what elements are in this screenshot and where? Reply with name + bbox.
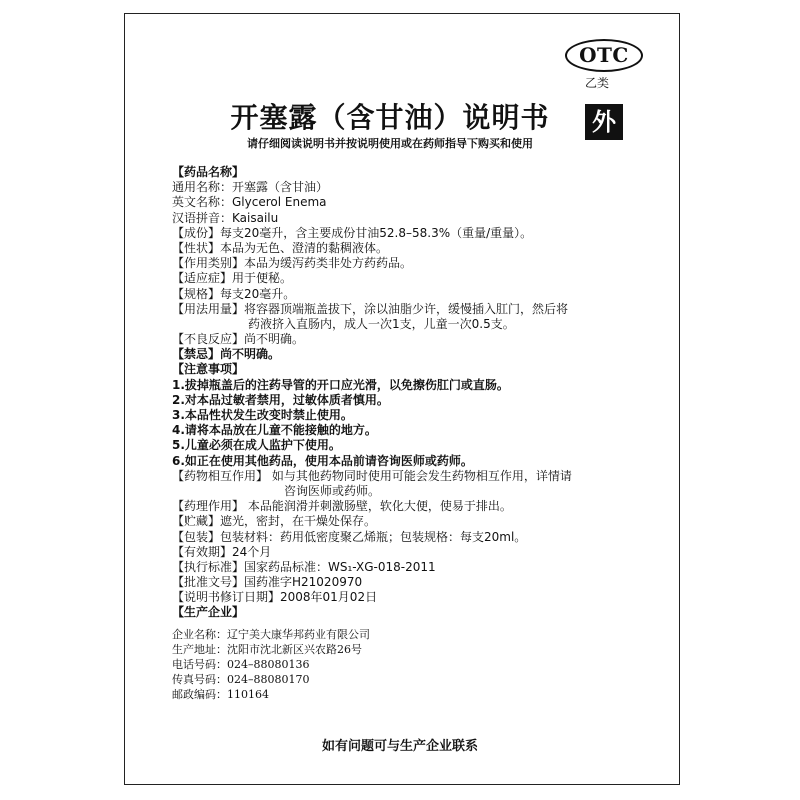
company-name: 企业名称：辽宁美大康华邦药业有限公司	[172, 627, 370, 641]
company-address: 生产地址：沈阳市沈北新区兴农路26号	[172, 642, 362, 656]
otc-badge: OTC	[565, 39, 643, 72]
adverse-reactions: 【不良反应】尚不明确。	[172, 332, 305, 347]
precautions-heading: 【注意事项】	[172, 362, 245, 377]
drug-name-heading: 【药品名称】	[172, 165, 245, 179]
precaution-item: 2.对本品过敏者禁用，过敏体质者慎用。	[172, 392, 389, 407]
generic-name: 通用名称：开塞露（含甘油）	[172, 180, 329, 195]
company-postcode: 邮政编码：110164	[172, 688, 269, 702]
company-phone: 电话号码：024–88080136	[172, 658, 310, 671]
precaution-item: 6.如正在使用其他药品，使用本品前请咨询医师或药师。	[172, 453, 473, 468]
revision-date: 【说明书修订日期】2008年01月02日	[172, 590, 378, 605]
precaution-item: 3.本品性状发生改变时禁止使用。	[172, 408, 353, 422]
storage: 【贮藏】遮光，密封，在干燥处保存。	[172, 514, 377, 529]
standard: 【执行标准】国家药品标准：WS₁-XG-018-2011	[172, 559, 436, 574]
usage-line-2: 药液挤入直肠内，成人一次1支，儿童一次0.5支。	[248, 316, 515, 331]
indication: 【适应症】用于便秘。	[172, 271, 293, 286]
contraindications: 【禁忌】尚不明确。	[172, 347, 281, 362]
packaging: 【包装】包装材料：药用低密度聚乙烯瓶；包装规格：每支20ml。	[172, 529, 527, 544]
english-name: 英文名称：Glycerol Enema	[172, 195, 327, 210]
specification: 【规格】每支20毫升。	[172, 286, 296, 301]
pharmacology: 【药理作用】 本品能润滑并刺激肠壁，软化大便，使易于排出。	[172, 499, 512, 514]
precaution-item: 1.拔掉瓶盖后的注药导管的开口应光滑，以免擦伤肛门或直肠。	[172, 377, 509, 392]
company-fax: 传真号码：024–88080170	[172, 673, 310, 687]
approval-number: 【批准文号】国药准字H21020970	[172, 575, 363, 590]
precaution-item: 5.儿童必须在成人监护下使用。	[172, 438, 341, 453]
external-use-mark: 外	[585, 104, 623, 140]
company-info	[172, 627, 642, 703]
interaction-line-2: 咨询医师或药师。	[284, 483, 381, 498]
precaution-item: 4.请将本品放在儿童不能接触的地方。	[172, 423, 377, 438]
usage-line-1: 【用法用量】将容器顶端瓶盖拔下，涂以油脂少许，缓慢插入肛门，然后将	[172, 301, 569, 316]
pinyin-name: 汉语拼音：Kaisailu	[172, 210, 279, 225]
category: 【作用类别】本品为缓泻药类非处方药药品。	[172, 256, 413, 271]
validity: 【有效期】24个月	[172, 544, 272, 559]
otc-class-label: 乙类	[585, 76, 610, 90]
character: 【性状】本品为无色、澄清的黏稠液体。	[172, 240, 389, 255]
document-title: 开塞露（含甘油）说明书	[230, 101, 550, 134]
instruction-body	[172, 165, 642, 703]
document-subtitle: 请仔细阅读说明书并按说明使用或在药师指导下购买和使用	[247, 137, 533, 150]
interaction-line-1: 【药物相互作用】 如与其他药物同时使用可能会发生药物相互作用，详情请	[172, 468, 572, 483]
composition: 【成份】每支20毫升，含主要成份甘油52.8–58.3%（重量/重量）。	[172, 225, 533, 240]
manufacturer-heading: 【生产企业】	[172, 605, 245, 620]
footer-note: 如有问题可与生产企业联系	[321, 739, 478, 754]
